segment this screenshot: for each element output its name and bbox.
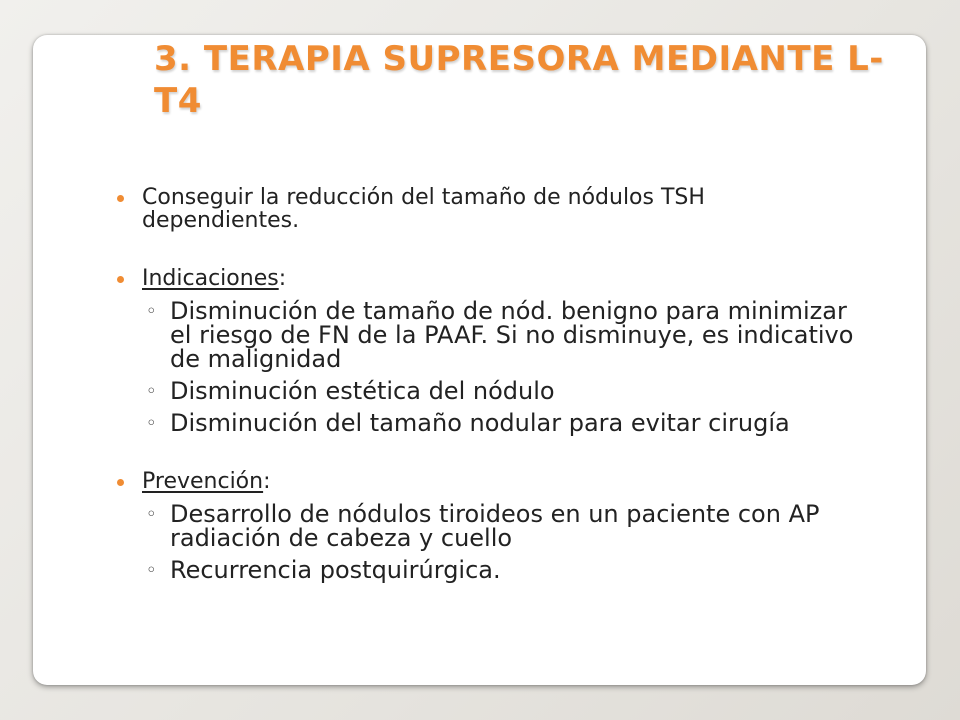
bullet-goal (108, 186, 868, 232)
slide-title: 3. TERAPIA SUPRESORA MEDIANTE L-T4 (154, 39, 884, 121)
sub-item-text: Desarrollo de nódulos tiroideos en un paciente con AP radiación de cabeza y cuello (170, 500, 820, 552)
sub-item (108, 558, 868, 582)
bullet-heading: Prevención (142, 469, 264, 494)
sub-item-text: Disminución del tamaño nodular para evitar cirugía (170, 409, 790, 437)
sub-bullet-icon: ◦ (146, 301, 157, 322)
bullet-heading: Indicaciones (142, 266, 279, 291)
sub-bullet-icon: ◦ (146, 381, 157, 402)
sub-bullet-icon: ◦ (146, 413, 157, 434)
bullet-dot-icon (117, 479, 124, 486)
bullet-indicaciones (108, 267, 868, 290)
sub-item-text: Disminución estética del nódulo (170, 377, 555, 405)
sub-bullet-icon: ◦ (146, 560, 157, 581)
bullet-dot-icon (117, 276, 124, 283)
sub-bullet-icon: ◦ (146, 504, 157, 525)
sub-item (108, 502, 868, 550)
bullet-dot-icon (117, 195, 124, 202)
bullet-heading-colon: : (263, 469, 271, 494)
sub-item-text: Recurrencia postquirúrgica. (170, 556, 501, 584)
bullet-prevencion (108, 470, 868, 493)
sub-item (108, 299, 868, 371)
sub-item (108, 411, 868, 435)
sub-item (108, 379, 868, 403)
sub-item-text: Disminución de tamaño de nód. benigno para minimizar el riesgo de FN de la PAAF. Si no disminuye, es indicativo de malignidad (170, 297, 854, 373)
slide-body (108, 186, 868, 582)
bullet-text: Conseguir la reducción del tamaño de nódulos TSH dependientes. (142, 185, 705, 233)
bullet-heading-colon: : (278, 266, 287, 291)
